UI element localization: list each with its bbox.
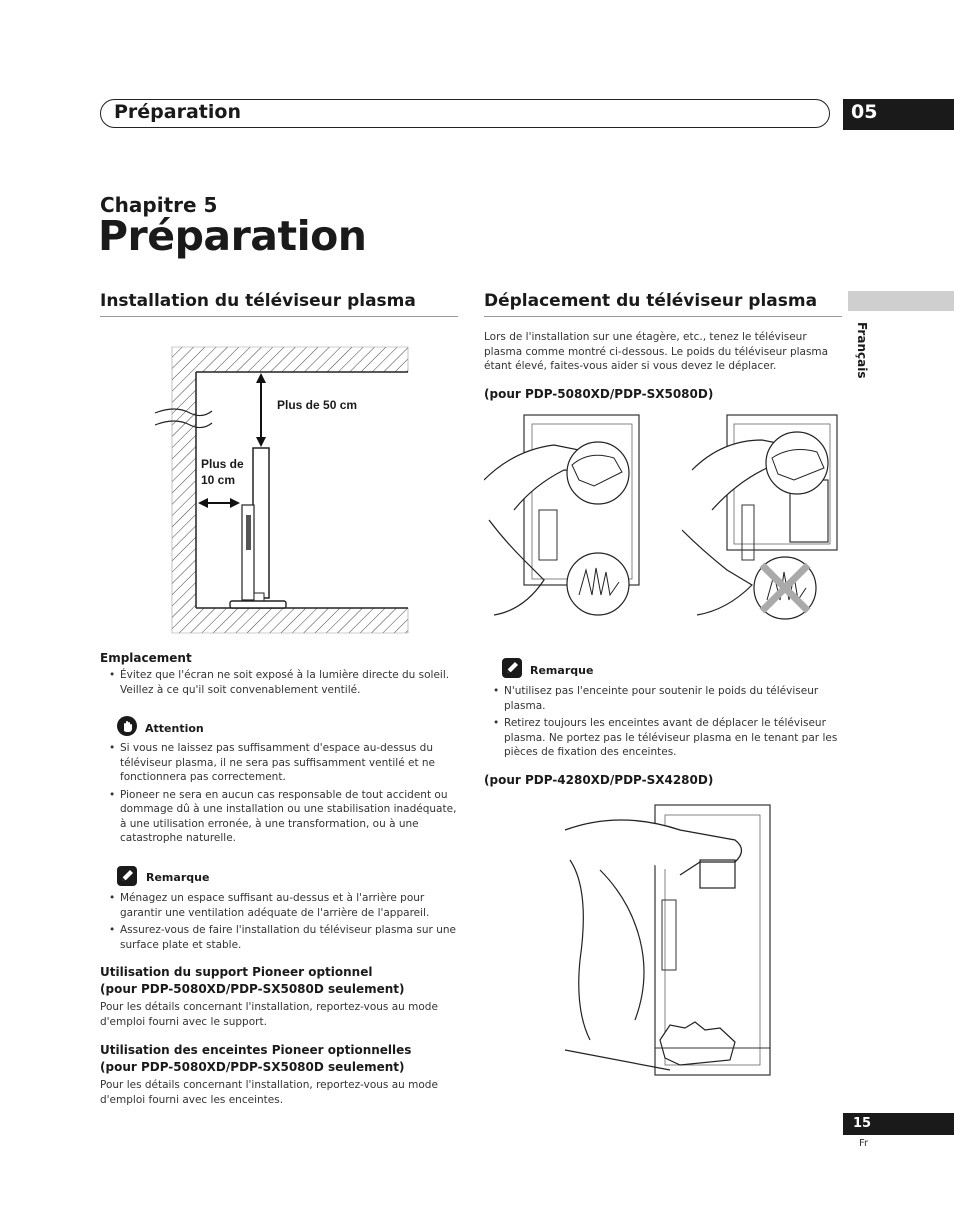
installation-diagram [150, 345, 412, 635]
remarque-bullet: • Ménagez un espace suffisant au-dessus et à l'arrière pour garantir une ventilation adéquate de l'arrière de l'appareil. [109, 891, 459, 920]
support-text: Pour les détails concernant l'installation, reportez-vous au mode d'emploi fourni avec le support. [100, 1001, 438, 1028]
attention-bullet: • Pioneer ne sera en aucun cas responsable de tout accident ou dommage dû à une installation ou une stabilisation inadéquate, à une utilisation erronée, à une transformation, ou à une catastrophe naturelle. [109, 788, 459, 846]
header-title: Préparation [114, 101, 241, 123]
enceintes-title: Utilisation des enceintes Pioneer optionnelles (pour PDP-5080XD/PDP-SX5080D seulement) [100, 1043, 412, 1074]
deplacement-intro: Lors de l'installation sur une étagère, etc., tenez le téléviseur plasma comme montré ci-dessous. Le poids du téléviseur plasma étant élevé, faites-vous aider si vous devez le déplacer. [484, 331, 829, 372]
chapter-label: Chapitre 5 [100, 193, 218, 217]
chapter-number-badge: 05 [843, 99, 954, 130]
remarque-bullet: • Assurez-vous de faire l'installation du téléviseur plasma sur une surface plate et stable. [109, 923, 459, 952]
model-label-4280: (pour PDP-4280XD/PDP-SX4280D) [484, 773, 714, 787]
label-side-clearance-2: 10 cm [201, 473, 236, 487]
remarque-right-title: Remarque [530, 664, 594, 677]
tv-terminal [246, 515, 251, 550]
label-side-clearance-1: Plus de [201, 457, 244, 471]
chapter-title: Préparation [98, 212, 367, 260]
section-rule [484, 316, 842, 317]
attention-title: Attention [145, 722, 204, 735]
hand-bottom [660, 1022, 735, 1065]
section-rule [100, 316, 458, 317]
attention-bullet: • Si vous ne laissez pas suffisamment d'espace au-dessus du téléviseur plasma, il ne sera pas suffisamment ventilé et ne fonctionnera pas correctement. [109, 741, 459, 785]
section-heading-deplacement: Déplacement du téléviseur plasma [484, 291, 818, 311]
moving-illustration-correct [484, 410, 644, 620]
page-number-badge: 15 [843, 1113, 954, 1135]
moving-illustration-4280 [560, 800, 775, 1080]
moving-illustration-incorrect [682, 410, 842, 620]
attention-list [109, 741, 459, 849]
section-heading-installation: Installation du téléviseur plasma [100, 291, 416, 311]
remarque-right-bullet: • Retirez toujours les enceintes avant de déplacer le téléviseur plasma. Ne portez pas le téléviseur plasma en le tenant par les pièces de fixation des enceintes. [493, 716, 843, 760]
pencil-icon [502, 658, 522, 678]
model-label-5080: (pour PDP-5080XD/PDP-SX5080D) [484, 387, 714, 401]
remarque-right-list [493, 684, 843, 763]
enceintes-text: Pour les détails concernant l'installation, reportez-vous au mode d'emploi fourni avec les enceintes. [100, 1079, 438, 1106]
support-title: Utilisation du support Pioneer optionnel (pour PDP-5080XD/PDP-SX5080D seulement) [100, 965, 405, 996]
language-label: Français [855, 322, 869, 379]
page-language: Fr [859, 1138, 869, 1149]
tv-panel [253, 448, 269, 598]
remarque-list [109, 891, 459, 955]
emplacement-bullet: • Évitez que l'écran ne soit exposé à la lumière directe du soleil. Veillez à ce qu'il soit convenablement ventilé. [109, 668, 459, 697]
pencil-icon [117, 866, 137, 886]
label-top-clearance: Plus de 50 cm [277, 398, 358, 412]
remarque-right-bullet: • N'utilisez pas l'enceinte pour soutenir le poids du téléviseur plasma. [493, 684, 843, 713]
tv-stand-base [230, 601, 286, 608]
hand-top [565, 820, 742, 875]
emplacement-title: Emplacement [100, 651, 192, 665]
attention-icon [117, 716, 137, 736]
remarque-title: Remarque [146, 871, 210, 884]
detail-circle-bottom [567, 553, 629, 615]
emplacement-list [109, 668, 459, 700]
language-tab [848, 291, 954, 311]
